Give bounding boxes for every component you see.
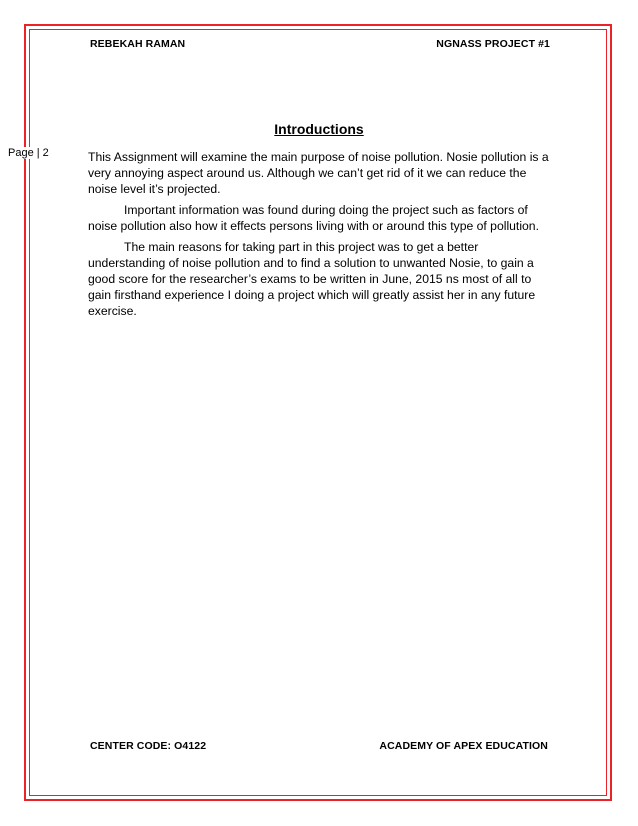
page-number: Page | 2 bbox=[8, 147, 49, 159]
paragraph-3: The main reasons for taking part in this project was to get a better understanding of noise pollution and to find a solution to unwanted Nosie, to gain a good score for the researcher’s exams to be written in June, 2015 ns most of all to gain firsthand experience I doing a project which will greatly assist her in any future exercise. bbox=[88, 240, 536, 318]
footer-academy: ACADEMY OF APEX EDUCATION bbox=[379, 740, 548, 752]
page-border-inner bbox=[29, 29, 607, 796]
section-title: Introductions bbox=[274, 121, 364, 137]
header-project: NGNASS PROJECT #1 bbox=[436, 38, 550, 50]
body-text bbox=[88, 149, 550, 324]
header-author: REBEKAH RAMAN bbox=[90, 38, 186, 50]
footer-center-code: CENTER CODE: O4122 bbox=[90, 740, 207, 752]
paragraph-2: Important information was found during doing the project such as factors of noise pollution also how it effects persons living with or around this type of pollution. bbox=[88, 203, 539, 233]
paragraph-1: This Assignment will examine the main purpose of noise pollution. Nosie pollution is a very annoying aspect around us. Although we can’t get rid of it we can reduce the noise level it’s projected. bbox=[88, 150, 549, 196]
